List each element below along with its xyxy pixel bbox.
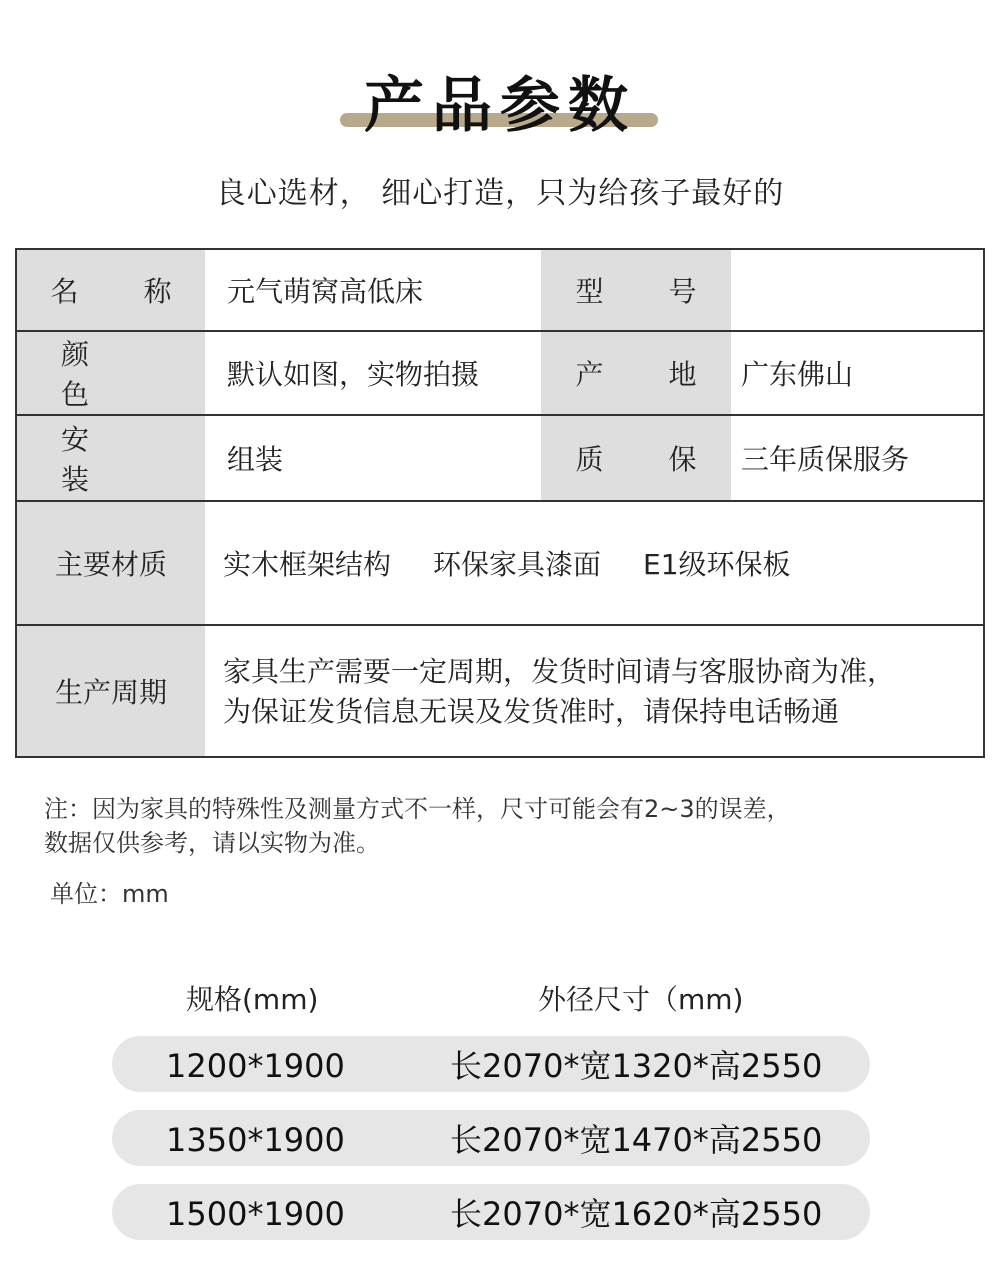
spec-row: [112, 1036, 870, 1092]
spec-row: [112, 1110, 870, 1166]
spec-outer: 长2070*宽1470*高2550: [450, 1121, 823, 1159]
spec-size: 1500*1900: [166, 1195, 345, 1233]
label-material: 主要材质: [17, 502, 205, 624]
material-item: E1级环保板: [643, 548, 791, 581]
params-row-cycle: [17, 626, 983, 756]
spec-header-outer: 外径尺寸（mm): [538, 983, 744, 1016]
spec-header-size: 规格(mm): [186, 983, 319, 1016]
page-title: 产品参数: [364, 71, 636, 141]
note: [44, 792, 944, 860]
value-material: [205, 502, 983, 624]
value-model: [731, 250, 983, 330]
params-row-name: [17, 250, 983, 332]
value-cycle: [205, 626, 983, 756]
value-origin: 广东佛山: [731, 332, 983, 414]
subtitle: 良心选材， 细心打造，只为给孩子最好的: [215, 176, 785, 211]
value-color: 默认如图，实物拍摄: [205, 332, 541, 414]
params-table: [15, 248, 985, 758]
label-model: 型 号: [541, 250, 731, 330]
cycle-line-1: 家具生产需要一定周期，发货时间请与客服协商为准，: [223, 655, 896, 688]
value-install: 组装: [205, 416, 541, 500]
params-row-color: [17, 332, 983, 416]
spec-size: 1350*1900: [166, 1121, 345, 1159]
material-item: 实木框架结构: [223, 548, 392, 581]
label-color: 颜 色: [17, 332, 205, 414]
spec-row: [112, 1184, 870, 1240]
label-warranty: 质 保: [541, 416, 731, 500]
spec-outer: 长2070*宽1620*高2550: [450, 1195, 823, 1233]
cycle-line-2: 为保证发货信息无误及发货准时，请保持电话畅通: [223, 695, 840, 728]
note-line-2: 数据仅供参考，请以实物为准。: [44, 829, 380, 857]
spec-size: 1200*1900: [166, 1047, 345, 1085]
label-install: 安 装: [17, 416, 205, 500]
label-cycle: 生产周期: [17, 626, 205, 756]
note-line-1: 注：因为家具的特殊性及测量方式不一样，尺寸可能会有2~3的误差，: [44, 795, 791, 823]
label-origin: 产 地: [541, 332, 731, 414]
params-row-install: [17, 416, 983, 502]
value-warranty: 三年质保服务: [731, 416, 983, 500]
value-name: 元气萌窝高低床: [205, 250, 541, 330]
title-section: [0, 52, 1000, 142]
unit-label: 单位：mm: [50, 880, 169, 908]
material-item: 环保家具漆面: [433, 548, 602, 581]
params-row-material: [17, 502, 983, 626]
label-name: 名 称: [17, 250, 205, 330]
spec-outer: 长2070*宽1320*高2550: [450, 1047, 823, 1085]
